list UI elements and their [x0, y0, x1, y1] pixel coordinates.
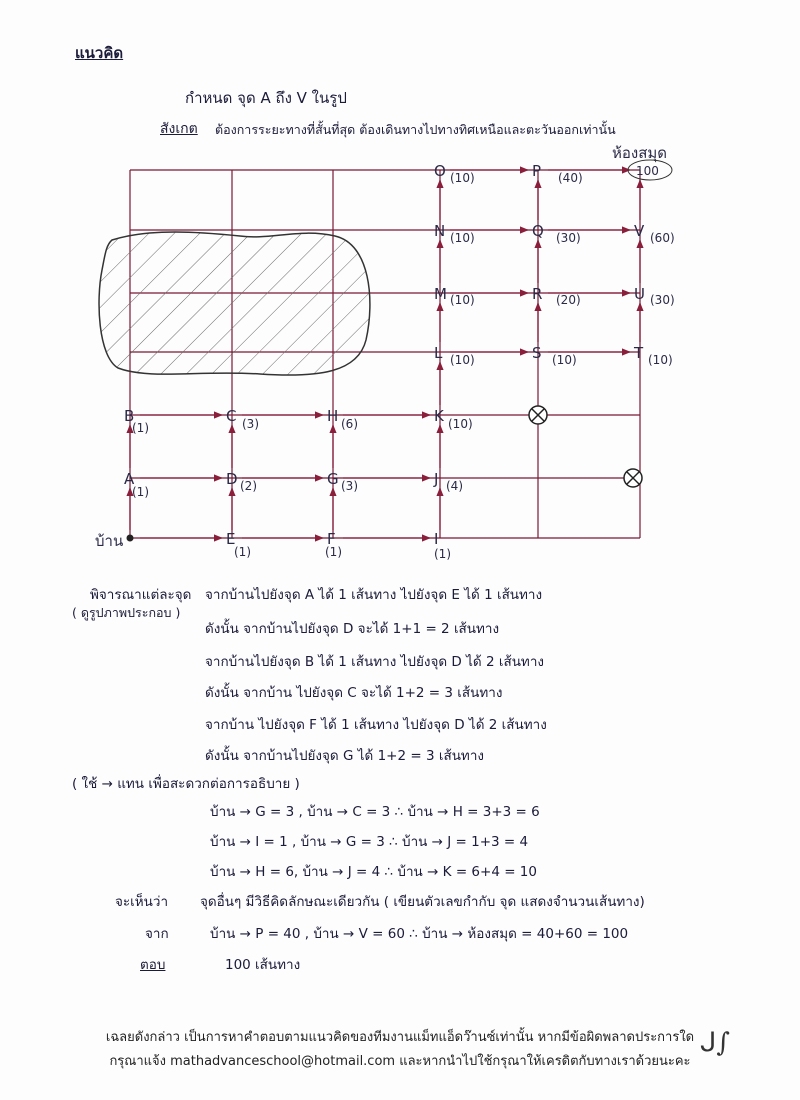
observation-text: ต้องการระยะทางที่สั้นที่สุด ต้องเดินทางไปทางทิศเหนือและตะวันออกเท่านั้น [215, 122, 616, 137]
work-line: จากบ้านไปยังจุด B ได้ 1 เส้นทาง ไปยังจุด D ได้ 2 เส้นทาง [205, 654, 544, 670]
node-label-b: B [124, 407, 135, 425]
node-count-i: (1) [434, 547, 451, 561]
node-count-d: (2) [240, 479, 257, 493]
blocked-region [99, 232, 370, 375]
node-label-c: C [226, 407, 237, 425]
from-label: จาก [145, 926, 169, 942]
node-label-r: R [532, 285, 543, 303]
node-count-o: (10) [450, 171, 475, 185]
node-count-l: (10) [450, 353, 475, 367]
calc-line: บ้าน → G = 3 , บ้าน → C = 3 ∴ บ้าน → H = 3+3 = 6 [210, 804, 540, 820]
node-count-j: (4) [446, 479, 463, 493]
node-label-d: D [226, 470, 238, 488]
node-count-q: (30) [556, 231, 581, 245]
node-label-f: F [327, 530, 336, 548]
node-label-n: N [434, 222, 446, 240]
observation-label: สังเกต [160, 121, 198, 137]
heading: แนวคิด [75, 44, 124, 62]
end-label: ห้องสมุด [612, 144, 668, 162]
arrow-note: ( ใช้ → แทน เพื่อสะดวกต่อการอธิบาย ) [72, 776, 300, 792]
conclusion-label: จะเห็นว่า [115, 894, 169, 910]
node-count-h: (6) [341, 417, 358, 431]
footer-line-1: เฉลยดังกล่าว เป็นการหาคำตอบตามแนวคิดของทีมงานแม็ทแอ็ดว๊านซ์เท่านั้น หากมีข้อผิดพลาดประการใด [105, 1030, 695, 1045]
node-count-r: (20) [556, 293, 581, 307]
blocked-point [624, 469, 642, 487]
node-label-h: H [327, 407, 339, 425]
node-label-l: L [434, 344, 443, 362]
node-label-g: G [327, 470, 339, 488]
final-calc: บ้าน → P = 40 , บ้าน → V = 60 ∴ บ้าน → ห้องสมุด = 40+60 = 100 [210, 926, 629, 942]
work-line: ดังนั้น จากบ้านไปยังจุด G ได้ 1+2 = 3 เส้นทาง [205, 748, 484, 764]
node-label-s: S [532, 344, 542, 362]
answer-label: ตอบ [140, 957, 166, 973]
node-label-p: P [532, 162, 542, 180]
node-count-e: (1) [234, 545, 251, 559]
calc-line: บ้าน → I = 1 , บ้าน → G = 3 ∴ บ้าน → J = 1+3 = 4 [210, 834, 529, 850]
start-label: บ้าน [95, 532, 124, 550]
work-line: จากบ้านไปยังจุด A ได้ 1 เส้นทาง ไปยังจุด E ได้ 1 เส้นทาง [205, 587, 543, 603]
node-count-f: (1) [325, 545, 342, 559]
node-count-c: (3) [242, 417, 259, 431]
consider-note: ( ดูรูปภาพประกอบ ) [72, 605, 181, 620]
node-count-m: (10) [450, 293, 475, 307]
node-label-t: T [634, 344, 644, 362]
calc-line: บ้าน → H = 6, บ้าน → J = 4 ∴ บ้าน → K = 6+4 = 10 [210, 864, 537, 880]
task-text: กำหนด จุด A ถึง V ในรูป [185, 89, 347, 107]
blocked-point [529, 406, 547, 424]
node-label-j: J [434, 470, 439, 488]
node-count-b: (1) [132, 421, 149, 435]
node-label-o: O [434, 162, 446, 180]
node-count-u: (30) [650, 293, 675, 307]
node-label-m: M [434, 285, 447, 303]
end-count: 100 [636, 164, 659, 178]
work-line: ดังนั้น จากบ้าน ไปยังจุด C จะได้ 1+2 = 3 เส้นทาง [205, 685, 503, 701]
node-label-k: K [434, 407, 444, 425]
node-count-g: (3) [341, 479, 358, 493]
work-line: ดังนั้น จากบ้านไปยังจุด D จะได้ 1+1 = 2 เส้นทาง [205, 621, 500, 637]
node-count-s: (10) [552, 353, 577, 367]
work-line: จากบ้าน ไปยังจุด F ได้ 1 เส้นทาง ไปยังจุด D ได้ 2 เส้นทาง [205, 717, 547, 733]
node-count-k: (10) [448, 417, 473, 431]
answer-value: 100 เส้นทาง [225, 957, 301, 973]
signature: ᒍ∫ [700, 1028, 730, 1058]
node-count-n: (10) [450, 231, 475, 245]
node-label-i: I [434, 530, 439, 548]
consider-label: พิจารณาแต่ละจุด [90, 587, 192, 603]
node-count-v: (60) [650, 231, 675, 245]
node-label-e: E [226, 530, 236, 548]
start-point [127, 535, 134, 542]
node-label-u: U [634, 285, 645, 303]
footer-line-2: กรุณาแจ้ง mathadvanceschool@hotmail.com และหากนำไปใช้กรุณาให้เครดิตกับทางเราด้วยนะคะ [109, 1054, 691, 1069]
node-label-v: V [634, 222, 645, 240]
node-label-q: Q [532, 222, 544, 240]
conclusion-text: จุดอื่นๆ มีวิธีคิดลักษณะเดียวกัน ( เขียนตัวเลขกำกับ จุด แสดงจำนวนเส้นทาง) [200, 894, 645, 910]
node-count-t: (10) [648, 353, 673, 367]
node-count-a: (1) [132, 485, 149, 499]
node-label-a: A [124, 470, 135, 488]
node-count-p: (40) [558, 171, 583, 185]
